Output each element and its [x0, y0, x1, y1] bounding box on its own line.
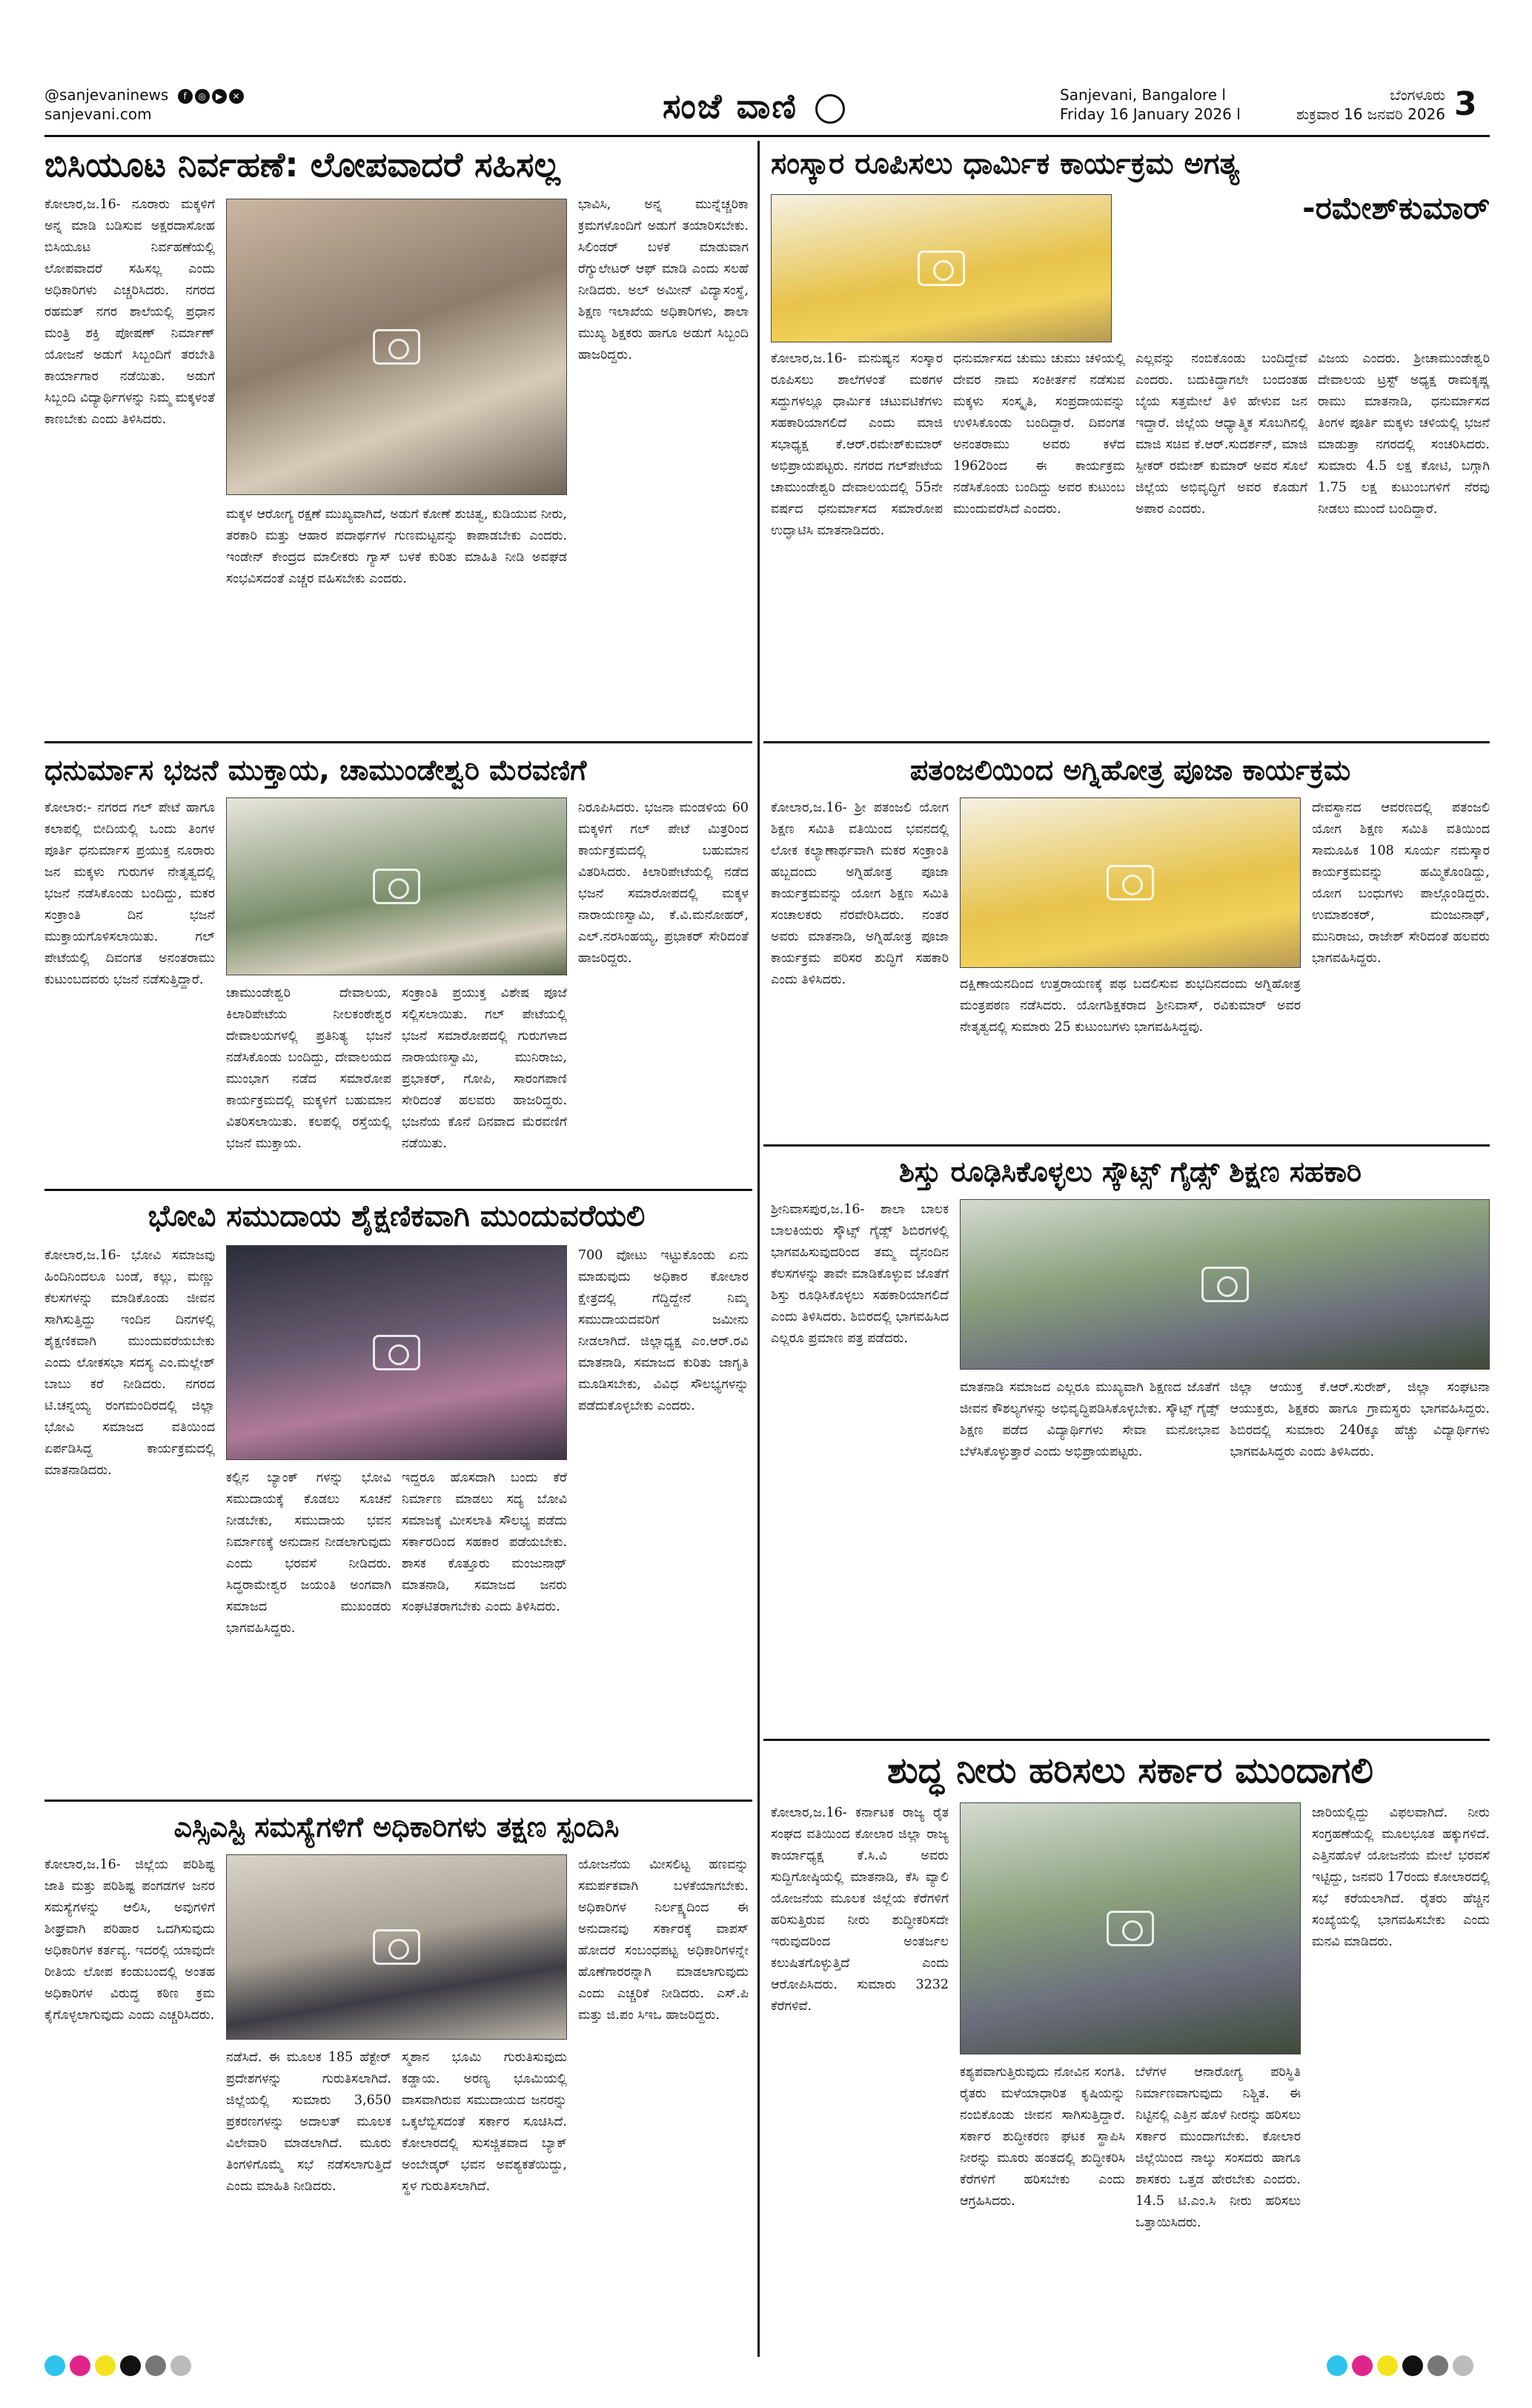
- color-registration-marks-right: [1327, 2355, 1473, 2378]
- article-column: ವಿಜಯ ಎಂದರು. ಶ್ರೀಚಾಮುಂಡೇಶ್ವರಿ ದೇವಾಲಯ ಟ್ರಸ್ಟ್ ಅಧ್ಯಕ್ಷ ರಾಮಕೃಷ್ಣ ರಾಮು ಮಾತನಾಡಿ, ಧನುರ್ಮಾಸದ ತಿಂಗಳ ಪೂರ್ತಿ ಮಕ್ಕಳು ಚಳಿಯಲ್ಲಿ ಭಜನೆ ಮಾಡುತ್ತಾ ನಗರದಲ್ಲಿ ಸಂಚರಿಸಿದರು. ಸುಮಾರು 4.5 ಲಕ್ಷ ಕೋಟಿ, ಬಗ್ಗಾಗಿ 1.75 ಲಕ್ಷ ಕುಟುಂಬಗಳಿಗೆ ನೆರವು ನೀಡಲು ಮುಂದೆ ಬಂದಿದ್ದಾರೆ.: [1318, 351, 1490, 517]
- article-column: ಕೋಲಾರ:- ನಗರದ ಗಲ್ ಪೇಟೆ ಹಾಗೂ ಕಲಾಪಲ್ಲಿ ಬೀದಿಯಲ್ಲಿ ಒಂದು ತಿಂಗಳ ಪೂರ್ತಿ ಧನುರ್ಮಾಸ ಪ್ರಯುಕ್ತ ನೂರಾರು ಜನ ಮಕ್ಕಳು ಗುರುಗಳ ನೇತೃತ್ವದಲ್ಲಿ ಭಜನೆ ನಡೆಸಿಕೊಂಡು ಬಂದಿದ್ದು, ಮಕರ ಸಂಕ್ರಾಂತಿ ದಿನ ಭಜನೆ ಮುಕ್ತಾಯಗೊಳಿಸಲಾಯಿತು. ಗಲ್ ಪೇಟೆಯಲ್ಲಿ ದಿವಂಗತ ಅನಂತರಾಮು ಕುಟುಂಬದವರು ಭಜನೆ ನಡೆಸುತ್ತಿದ್ದಾರೆ.: [44, 800, 215, 987]
- article-midday-meal-body-c: [578, 194, 749, 735]
- headline-sanskara-line1: ಸಂಸ್ಕಾರ ರೂಪಿಸಲು ಧಾರ್ಮಿಕ ಕಾರ್ಯಕ್ರಮ ಅಗತ್ಯ: [771, 147, 1240, 181]
- logo-emblem-icon: [815, 94, 845, 124]
- article-scouts-body-b: [960, 1377, 1490, 1733]
- article-column: ದೇವಸ್ಥಾನದ ಆವರಣದಲ್ಲಿ ಪತಂಜಲಿ ಯೋಗ ಶಿಕ್ಷಣ ಸಮಿತಿ ವತಿಯಿಂದ ಸಾಮೂಹಿಕ 108 ಸೂರ್ಯ ನಮಸ್ಕಾರ ಕಾರ್ಯಕ್ರಮವನ್ನು ಹಮ್ಮಿಕೊಂಡಿದ್ದು, ಯೋಗ ಬಂಧುಗಳು ಪಾಲ್ಗೊಂಡಿದ್ದರು. ಉಮಾಶಂಕರ್, ಮಂಜುನಾಥ್, ಮುನಿರಾಜು, ರಾಜೇಶ್ ಸೇರಿದಂತೆ ಹಲವರು ಭಾಗವಹಿಸಿದ್ದರು.: [1312, 800, 1490, 966]
- reg-lightgray-icon: [1453, 2355, 1473, 2376]
- reg-gray-icon: [145, 2355, 166, 2376]
- section-rule: [44, 1800, 752, 1802]
- article-column: ಮಾತನಾಡಿ ಸಮಾಜದ ಎಲ್ಲರೂ ಮುಖ್ಯವಾಗಿ ಶಿಕ್ಷಣದ ಜೊತೆಗೆ ಜೀವನ ಕೌಶಲ್ಯಗಳನ್ನು ಅಭಿವೃದ್ಧಿಪಡಿಸಿಕೊಳ್ಳಬೇಕು. ಸ್ಕೌಟ್ಸ್ ಗೈಡ್ಸ್ ಶಿಕ್ಷಣ ಪಡೆದ ವಿದ್ಯಾರ್ಥಿಗಳು ಸೇವಾ ಮನೋಭಾವ ಬೆಳೆಸಿಕೊಳ್ಳುತ್ತಾರೆ ಎಂದು ಅಭಿಪ್ರಾಯಪಟ್ಟರು.: [960, 1380, 1220, 1459]
- article-column: ಕೋಲಾರ,ಜ.16- ಜಿಲ್ಲೆಯ ಪರಿಶಿಷ್ಟ ಜಾತಿ ಮತ್ತು ಪರಿಶಿಷ್ಟ ಪಂಗಡಗಳ ಜನರ ಸಮಸ್ಯೆಗಳನ್ನು ಆಲಿಸಿ, ಅವುಗಳಿಗೆ ಶೀಘ್ರವಾಗಿ ಪರಿಹಾರ ಒದಗಿಸುವುದು ಅಧಿಕಾರಿಗಳ ಕರ್ತವ್ಯ. ಇದರಲ್ಲಿ ಯಾವುದೇ ರೀತಿಯ ಲೋಪ ಕಂಡುಬಂದಲ್ಲಿ ಅಂತಹ ಅಧಿಕಾರಿಗಳ ವಿರುದ್ಧ ಕಠಿಣ ಕ್ರಮ ಕೈಗೊಳ್ಳಲಾಗುವುದು ಎಂದು ಎಚ್ಚರಿಸಿದರು.: [44, 1857, 215, 2023]
- article-bhovi-body-b: [226, 1467, 567, 1794]
- social-icons: [178, 85, 246, 105]
- city-label: ಬೆಂಗಳೂರು: [1390, 86, 1445, 104]
- article-column: ಕೋಲಾರ,ಜ.16- ಶ್ರೀ ಪತಂಜಲಿ ಯೋಗ ಶಿಕ್ಷಣ ಸಮಿತಿ ವತಿಯಿಂದ ಭವನದಲ್ಲಿ ಲೋಕ ಕಲ್ಯಾಣಾರ್ಥವಾಗಿ ಮಕರ ಸಂಕ್ರಾಂತಿ ಹಬ್ಬದಂದು ಅಗ್ನಿಹೋತ್ರ ಪೂಜಾ ಕಾರ್ಯಕ್ರಮವನ್ನು ಯೋಗ ಶಿಕ್ಷಣ ಸಮಿತಿ ಸಂಚಾಲಕರು ನೆರವೇರಿಸಿದರು. ನಂತರ ಅವರು ಮಾತನಾಡಿ, ಅಗ್ನಿಹೋತ್ರ ಪೂಜಾ ಕಾರ್ಯಕ್ರಮ ಪರಿಸರ ಶುದ್ಧಿಗೆ ಸಹಕಾರಿ ಎಂದು ತಿಳಿಸಿದರು.: [771, 800, 949, 987]
- article-dhanurmasa-body-b: [226, 983, 567, 1183]
- camera-icon: [1107, 1911, 1154, 1946]
- article-column: ನಿರೂಪಿಸಿದರು. ಭಜನಾ ಮಂಡಳಿಯ 60 ಮಕ್ಕಳಿಗೆ ಗಲ್ ಪೇಟೆ ಮಿತ್ರರಿಂದ ಕಾರ್ಯಕ್ರಮದಲ್ಲಿ ಬಹುಮಾನ ವಿತರಿಸಿದರು. ಕಿಲಾರಿಪೇಟೆಯಲ್ಲಿ ನಡೆದ ಭಜನೆ ಸಮಾರೋಪದಲ್ಲಿ ಮಕ್ಕಳ ನಾರಾಯಣಸ್ವಾಮಿ, ಕೆ.ವಿ.ಮನೋಹರ್, ಎಲ್.ನರಸಿಂಹಯ್ಯ, ಪ್ರಭಾಕರ್ ಸೇರಿದಂತೆ ಹಾಜರಿದ್ದರು.: [578, 800, 749, 966]
- article-column: ಮಕ್ಕಳ ಆರೋಗ್ಯ ರಕ್ಷಣೆ ಮುಖ್ಯವಾಗಿದೆ, ಅಡುಗೆ ಕೋಣೆ ಶುಚಿತ್ವ, ಕುಡಿಯುವ ನೀರು, ತರಕಾರಿ ಮತ್ತು ಆಹಾರ ಪದಾರ್ಥಗಳ ಗುಣಮಟ್ಟವನ್ನು ಕಾಪಾಡಬೇಕು ಎಂದರು. ಇಂಡೇನ್ ಕೇಂದ್ರದ ಮಾಲೀಕರು ಗ್ಯಾಸ್ ಬಳಕೆ ಕುರಿತು ಮಾಹಿತಿ ನೀಡಿ ಅವಘಡ ಸಂಭವಿಸದಂತೆ ಎಚ್ಚರ ವಹಿಸಬೇಕು ಎಂದರು.: [226, 507, 567, 586]
- section-rule: [44, 1189, 752, 1191]
- headline-agnihotra: ಪತಂಜಲಿಯಿಂದ ಅಗ್ನಿಹೋತ್ರ ಪೂಜಾ ಕಾರ್ಯಕ್ರಮ: [909, 754, 1351, 786]
- reg-black-icon: [1402, 2355, 1423, 2376]
- camera-icon: [373, 869, 420, 904]
- article-column: ಕಲ್ಲಿನ ಬ್ಯಾಂಕ್ ಗಳನ್ನು ಭೋವಿ ಸಮುದಾಯಕ್ಕೆ ಕೊಡಲು ಸೂಚನೆ ನೀಡಬೇಕು, ಸಮುದಾಯ ಭವನ ನಿರ್ಮಾಣಕ್ಕೆ ಅನುದಾನ ನೀಡಲಾಗುವುದು ಎಂದು ಭರವಸೆ ನೀಡಿದರು. ಸಿದ್ಧರಾಮೇಶ್ವರ ಜಯಂತಿ ಅಂಗವಾಗಿ ಸಮಾಜದ ಮುಖಂಡರು ಭಾಗವಹಿಸಿದ್ದರು.: [226, 1470, 391, 1636]
- article-water-body-a: [771, 1802, 949, 2344]
- article-column: ನಡೆಸಿದೆ. ಈ ಮೂಲಕ 185 ಹೆಕ್ಟೇರ್ ಪ್ರದೇಶಗಳನ್ನು ಗುರುತಿಸಲಾಗಿದೆ. ಜಿಲ್ಲೆಯಲ್ಲಿ ಸುಮಾರು 3,650 ಪ್ರಕರಣಗಳನ್ನು ಅದಾಲತ್ ಮೂಲಕ ವಿಲೇವಾರಿ ಮಾಡಲಾಗಿದೆ. ಮೂರು ತಿಂಗಳಿಗೊಮ್ಮೆ ಸಭೆ ನಡೆಸಲಾಗುತ್ತಿದೆ ಎಂದು ಮಾಹಿತಿ ನೀಡಿದರು.: [226, 2050, 391, 2194]
- page-number: 3: [1454, 85, 1477, 123]
- logo-text: ಸಂಜೆ ವಾಣಿ: [663, 86, 797, 126]
- reg-cyan-icon: [1327, 2355, 1347, 2376]
- article-bhovi-body-c: [578, 1245, 749, 1794]
- article-dhanurmasa-body-a: [44, 797, 215, 1183]
- masthead-rule: [44, 135, 1490, 137]
- masthead-right: [1060, 85, 1445, 124]
- twitter-icon: ✕: [229, 89, 244, 104]
- reg-yellow-icon: [1377, 2355, 1398, 2376]
- column-divider: [757, 141, 760, 2357]
- article-scouts-body-a: [771, 1199, 949, 1733]
- headline-scouts: ಶಿಸ್ತು ರೂಢಿಸಿಕೊಳ್ಳಲು ಸ್ಕೌಟ್ಸ್ ಗೈಡ್ಸ್ ಶಿಕ್ಷಣ ಸಹಕಾರಿ: [899, 1155, 1362, 1188]
- article-column: ಕೋಲಾರ,ಜ.16- ಮನುಷ್ಯನ ಸಂಸ್ಕಾರ ರೂಪಿಸಲು ಶಾಲೆಗಳಂತೆ ಮಠಗಳ ಸದ್ದುಗಳಲ್ಲೂ ಧಾರ್ಮಿಕ ಚಟುವಟಿಕೆಗಳು ಸಹಕಾರಿಯಾಗಲಿದೆ ಎಂದು ಮಾಜಿ ಸಭಾಧ್ಯಕ್ಷ ಕೆ.ಆರ್.ರಮೇಶ್‌ಕುಮಾರ್ ಅಭಿಪ್ರಾಯಪಟ್ಟರು. ನಗರದ ಗಲ್‌ಪೇಟೆಯ ಚಾಮುಂಡೇಶ್ವರಿ ದೇವಾಲಯದಲ್ಲಿ 55ನೇ ವರ್ಷದ ಧನುರ್ಮಾಸದ ಸಮಾರೋಪ ಉದ್ಘಾಟಿಸಿ ಮಾತನಾಡಿದರು.: [771, 351, 943, 538]
- headline-dhanurmasa: ಧನುರ್ಮಾಸ ಭಜನೆ ಮುಕ್ತಾಯ, ಚಾಮುಂಡೇಶ್ವರಿ ಮೆರವಣಿಗೆ: [44, 754, 587, 786]
- article-sc-st-body-c: [578, 1854, 749, 2344]
- article-dhanurmasa-body-c: [578, 797, 749, 1183]
- camera-icon: [373, 329, 420, 365]
- article-column: ಯೋಜನೆಯ ಮೀಸಲಿಟ್ಟ ಹಣವನ್ನು ಸಮರ್ಪಕವಾಗಿ ಬಳಕೆಯಾಗಬೇಕು. ಅಧಿಕಾರಿಗಳ ನಿರ್ಲಕ್ಷ್ಯದಿಂದ ಈ ಅನುದಾನವು ಸರ್ಕಾರಕ್ಕೆ ವಾಪಸ್ ಹೋದರೆ ಸಂಬಂಧಪಟ್ಟ ಅಧಿಕಾರಿಗಳನ್ನೇ ಹೊಣೆಗಾರರನ್ನಾಗಿ ಮಾಡಲಾಗುವುದು ಎಂದು ಎಚ್ಚರಿಕೆ ನೀಡಿದರು. ಎಸ್.ಪಿ ಮತ್ತು ಜಿ.ಪಂ ಸಿಇಒ ಹಾಜರಿದ್ದರು.: [578, 1857, 749, 2023]
- section-rule: [763, 1144, 1490, 1147]
- date-kannada: ಶುಕ್ರವಾರ 16 ಜನವರಿ 2026: [1296, 105, 1445, 123]
- article-column: ದಕ್ಷಿಣಾಯನದಿಂದ ಉತ್ತರಾಯಣಕ್ಕೆ ಪಥ ಬದಲಿಸುವ ಶುಭದಿನದಂದು ಅಗ್ನಿಹೋತ್ರ ಮಂತ್ರಪಠಣ ನಡೆಸಿದರು. ಯೋಗಶಿಕ್ಷಕರಾದ ಶ್ರೀನಿವಾಸ್, ರವಿಕುಮಾರ್ ಅವರ ನೇತೃತ್ವದಲ್ಲಿ ಸುಮಾರು 25 ಕುಟುಂಬಗಳು ಭಾಗವಹಿಸಿದ್ದವು.: [960, 977, 1301, 1035]
- photo-agnihotra: [960, 797, 1301, 968]
- newspaper-logo: [563, 83, 949, 129]
- article-water-body-b: [960, 2062, 1301, 2344]
- headline-sc-st: ಎಸ್ಸಿಎಸ್ಟಿ ಸಮಸ್ಯೆಗಳಿಗೆ ಅಧಿಕಾರಿಗಳು ತಕ್ಷಣ ಸ್ಪಂದಿಸಿ: [173, 1811, 620, 1843]
- photo-sanskara: [771, 194, 1112, 342]
- headline-sanskara-line2: -ರಮೇಶ್‌ಕುಮಾರ್: [1302, 190, 1490, 226]
- reg-magenta-icon: [1352, 2355, 1373, 2376]
- article-agnihotra-body-c: [1312, 797, 1490, 1138]
- headline-water: ಶುದ್ಧ ನೀರು ಹರಿಸಲು ಸರ್ಕಾರ ಮುಂದಾಗಲಿ: [887, 1750, 1373, 1791]
- article-column: 700 ವೋಟು ಇಟ್ಟುಕೊಂಡು ಏನು ಮಾಡುವುದು ಅಧಿಕಾರ ಕೋಲಾರ ಕ್ಷೇತ್ರದಲ್ಲಿ ಗೆದ್ದಿದ್ದೇನೆ ನಿಮ್ಮ ಸಮುದಾಯದವರಿಗೆ ಜಮೀನು ನೀಡಲಾಗಿದೆ. ಜಿಲ್ಲಾಧ್ಯಕ್ಷ ಎಂ.ಆರ್.ರವಿ ಮಾತನಾಡಿ, ಸಮಾಜದ ಕುರಿತು ಜಾಗೃತಿ ಮೂಡಿಸಬೇಕು, ವಿವಿಧ ಸೌಲಭ್ಯಗಳನ್ನು ಪಡೆದುಕೊಳ್ಳಬೇಕು ಎಂದರು.: [578, 1248, 749, 1413]
- article-column: ಕೋಲಾರ,ಜ.16- ಭೋವಿ ಸಮಾಜವು ಹಿಂದಿನಿಂದಲೂ ಬಂಡೆ, ಕಲ್ಲು, ಮಣ್ಣು ಕೆಲಸಗಳನ್ನು ಮಾಡಿಕೊಂಡು ಜೀವನ ಸಾಗಿಸುತ್ತಿದ್ದು ಇಂದಿನ ದಿನಗಳಲ್ಲಿ ಶೈಕ್ಷಣಿಕವಾಗಿ ಮುಂದುವರೆಯಬೇಕು ಎಂದು ಲೋಕಸಭಾ ಸದಸ್ಯ ಎಂ.ಮಲ್ಲೇಶ್ ಬಾಬು ಕರೆ ನೀಡಿದರು. ನಗರದ ಟಿ.ಚನ್ನಯ್ಯ ರಂಗಮಂದಿರದಲ್ಲಿ ಜಿಲ್ಲಾ ಭೋವಿ ಸಮಾಜದ ವತಿಯಿಂದ ಏರ್ಪಡಿಸಿದ್ದ ಕಾರ್ಯಕ್ರಮದಲ್ಲಿ ಮಾತನಾಡಿದರು.: [44, 1248, 215, 1478]
- masthead-left: [44, 85, 246, 124]
- article-column: ಕೋಲಾರ,ಜ.16- ಕರ್ನಾಟಕ ರಾಜ್ಯ ರೈತ ಸಂಘದ ವತಿಯಿಂದ ಕೋಲಾರ ಜಿಲ್ಲಾ ರಾಜ್ಯ ಕಾರ್ಯಾಧ್ಯಕ್ಷ ಕೆ.ಸಿ.ವಿ ಅವರು ಸುದ್ದಿಗೋಷ್ಠಿಯಲ್ಲಿ ಮಾತನಾಡಿ, ಕೆಸಿ ವ್ಯಾಲಿ ಯೋಜನೆಯ ಮೂಲಕ ಜಿಲ್ಲೆಯ ಕೆರೆಗಳಿಗೆ ಹರಿಸುತ್ತಿರುವ ನೀರು ಶುದ್ಧೀಕರಿಸದೇ ಇರುವುದರಿಂದ ಅಂತರ್ಜಲ ಕಲುಷಿತಗೊಳ್ಳುತ್ತಿದೆ ಎಂದು ಆರೋಪಿಸಿದರು. ಸುಮಾರು 3232 ಕೆರೆಗಳಿವೆ.: [771, 1805, 949, 2014]
- article-midday-meal-body-b: [226, 504, 567, 735]
- article-sc-st-body-a: [44, 1854, 215, 2344]
- edition-label: Sanjevani, Bangalore l: [1060, 86, 1226, 104]
- article-column: ಸ್ಮಶಾನ ಭೂಮಿ ಗುರುತಿಸುವುದು ಕಡ್ಡಾಯ. ಅರಣ್ಯ ಭೂಮಿಯಲ್ಲಿ ವಾಸವಾಗಿರುವ ಸಮುದಾಯದ ಜನರನ್ನು ಒಕ್ಕಲೆಬ್ಬಿಸದಂತೆ ಸರ್ಕಾರ ಸೂಚಿಸಿದೆ. ಕೋಲಾರದಲ್ಲಿ ಸುಸಜ್ಜಿತವಾದ ಬ್ಯಾಕ್ ಅಂಬೇಡ್ಕರ್ ಭವನ ಅವಶ್ಯಕತೆಯಿದ್ದು, ಸ್ಥಳ ಗುರುತಿಸಲಾಗಿದೆ.: [402, 2050, 567, 2194]
- website-link[interactable]: sanjevani.com: [44, 105, 152, 123]
- article-column: ಸಂಕ್ರಾಂತಿ ಪ್ರಯುಕ್ತ ವಿಶೇಷ ಪೂಜೆ ಸಲ್ಲಿಸಲಾಯಿತು. ಗಲ್ ಪೇಟೆಯಲ್ಲಿ ಭಜನೆ ಸಮಾರೋಪದಲ್ಲಿ ಗುರುಗಳಾದ ನಾರಾಯಣಸ್ವಾಮಿ, ಮುನಿರಾಜು, ಪ್ರಭಾಕರ್, ಗೋಪಿ, ಸಾರಂಗಪಾಣಿ ಸೇರಿದಂತೆ ಹಲವರು ಹಾಜರಿದ್ದರು. ಭಜನೆಯ ಕೊನೆ ದಿನವಾದ ಮೆರವಣಿಗೆ ನಡೆಯಿತು.: [402, 986, 567, 1151]
- article-column: ಎಲ್ಲವನ್ನು ನಂಬಿಕೊಂಡು ಬಂದಿದ್ದೇವೆ ಎಂದರು. ಬದುಕಿದ್ದಾಗಲೇ ಬಂದಂತಹ ಬೈಯ ಸತ್ತಮೇಲೆ ತಿಳಿ ಹೇಳುವ ಜನ ಇದ್ದಾರೆ. ಜಿಲ್ಲೆಯ ಆಧ್ಯಾತ್ಮಿಕ ಸೊಬಗಿನಲ್ಲಿ ಮಾಜಿ ಸಚಿವ ಕೆ.ಆರ್.ಸುದರ್ಶನ್, ಮಾಜಿ ಸ್ಪೀಕರ್ ರಮೇಶ್ ಕುಮಾರ್ ಅವರ ಸೊಲೆ ಜಿಲ್ಲೆಯ ಅಭಿವೃದ್ಧಿಗೆ ಅವರ ಕೊಡುಗೆ ಅಪಾರ ಎಂದರು.: [1135, 351, 1307, 517]
- article-column: ಚಾಮುಂಡೇಶ್ವರಿ ದೇವಾಲಯ, ಕಿಲಾರಿಪೇಟೆಯ ನೀಲಕಂಠೇಶ್ವರ ದೇವಾಲಯಗಳಲ್ಲಿ ಪ್ರತಿನಿತ್ಯ ಭಜನೆ ನಡೆಸಿಕೊಂಡು ಬಂದಿದ್ದು, ದೇವಾಲಯದ ಮುಂಭಾಗ ನಡೆದ ಸಮಾರೋಪ ಕಾರ್ಯಕ್ರಮದಲ್ಲಿ ಮಕ್ಕಳಿಗೆ ಬಹುಮಾನ ವಿತರಿಸಲಾಯಿತು. ಕಲಪಲ್ಲಿ ರಸ್ತೆಯಲ್ಲಿ ಭಜನೆ ಮುಕ್ತಾಯ.: [226, 986, 391, 1151]
- headline-bhovi: ಭೋವಿ ಸಮುದಾಯ ಶೈಕ್ಷಣಿಕವಾಗಿ ಮುಂದುವರೆಯಲಿ: [147, 1199, 646, 1233]
- article-column: ಬೆಳೆಗಳ ಆನಾರೋಗ್ಯ ಪರಿಸ್ಥಿತಿ ನಿರ್ಮಾಣವಾಗುವುದು ನಿಶ್ಚಿತ. ಈ ನಿಟ್ಟಿನಲ್ಲಿ ಎತ್ತಿನ ಹೊಳೆ ನೀರನ್ನು ಹರಿಸಲು ಸರ್ಕಾರ ಮುಂದಾಗಬೇಕು. ಕೋಲಾರ ಜಿಲ್ಲೆಯಿಂದ ನಾಲ್ಕು ಸಂಸದರು ಹಾಗೂ ಶಾಸಕರು ಒತ್ತಡ ಹೇರಬೇಕು ಎಂದರು. 14.5 ಟಿ.ಎಂ.ಸಿ ನೀರು ಹರಿಸಲು ಒತ್ತಾಯಿಸಿದರು.: [1135, 2065, 1301, 2230]
- camera-icon: [373, 1929, 420, 1965]
- article-midday-meal-body-a: [44, 194, 215, 735]
- article-column: ಕೋಲಾರ,ಜ.16- ನೂರಾರು ಮಕ್ಕಳಿಗೆ ಅನ್ನ ಮಾಡಿ ಬಡಿಸುವ ಅಕ್ಷರದಾಸೋಹ ಬಿಸಿಯೂಟ ನಿರ್ವಹಣೆಯಲ್ಲಿ ಲೋಪವಾದರೆ ಸಹಿಸಲ್ಲ ಎಂದು ಅಧಿಕಾರಿಗಳು ಎಚ್ಚರಿಸಿದರು. ನಗರದ ರಹಮತ್ ನಗರ ಶಾಲೆಯಲ್ಲಿ ಪ್ರಧಾನ ಮಂತ್ರಿ ಶಕ್ತಿ ಪೋಷಣ್ ನಿರ್ಮಾಣ್ ಯೋಜನೆ ಅಡುಗೆ ಸಿಬ್ಬಂದಿಗೆ ತರಬೇತಿ ಕಾರ್ಯಾಗಾರ ನಡೆಯಿತು. ಅಡುಗೆ ಸಿಬ್ಬಂದಿ ವಿದ್ಯಾರ್ಥಿಗಳನ್ನು ನಿಮ್ಮ ಮಕ್ಕಳಂತೆ ಕಾಣಬೇಕು ಎಂದು ತಿಳಿಸಿದರು.: [44, 197, 215, 427]
- photo-water: [960, 1802, 1301, 2054]
- date-english: Friday 16 January 2026 l: [1060, 105, 1241, 123]
- camera-icon: [918, 251, 965, 286]
- article-column: ಜಿಲ್ಲಾ ಆಯುಕ್ತ ಕೆ.ಆರ್.ಸುರೇಶ್, ಜಿಲ್ಲಾ ಸಂಘಟನಾ ಆಯುಕ್ತರು, ಶಿಕ್ಷಕರು ಹಾಗೂ ಗ್ರಾಮಸ್ಥರು ಭಾಗವಹಿಸಿದ್ದರು. ಶಿಬಿರದಲ್ಲಿ ಸುಮಾರು 240ಕ್ಕೂ ಹೆಚ್ಚು ವಿದ್ಯಾರ್ಥಿಗಳು ಭಾಗವಹಿಸಿದ್ದರು ಎಂದು ತಿಳಿಸಿದರು.: [1230, 1380, 1490, 1459]
- camera-icon: [1107, 865, 1154, 900]
- section-rule: [763, 741, 1490, 743]
- headline-midday-meal: ಬಿಸಿಯೂಟ ನಿರ್ವಹಣೆ: ಲೋಪವಾದರೆ ಸಹಿಸಲ್ಲ: [44, 145, 560, 185]
- article-agnihotra-body-a: [771, 797, 949, 1138]
- photo-dhanurmasa: [226, 797, 567, 975]
- camera-icon: [373, 1335, 420, 1370]
- reg-gray-icon: [1427, 2355, 1448, 2376]
- instagram-icon: ◎: [195, 89, 210, 104]
- reg-lightgray-icon: [170, 2355, 191, 2376]
- section-rule: [763, 1739, 1490, 1741]
- article-bhovi-body-a: [44, 1245, 215, 1794]
- article-column: ಶ್ರೀನಿವಾಸಪುರ,ಜ.16- ಶಾಲಾ ಬಾಲಕ ಬಾಲಕಿಯರು ಸ್ಕೌಟ್ಸ್ ಗೈಡ್ಸ್ ಶಿಬಿರಗಳಲ್ಲಿ ಭಾಗವಹಿಸುವುದರಿಂದ ತಮ್ಮ ದೈನಂದಿನ ಕೆಲಸಗಳನ್ನು ತಾವೇ ಮಾಡಿಕೊಳ್ಳುವ ಜೊತೆಗೆ ಶಿಸ್ತು ರೂಢಿಸಿಕೊಳ್ಳಲು ಸಹಕಾರಿಯಾಗಲಿದೆ ಎಂದು ತಿಳಿಸಿದರು. ಶಿಬಿರದಲ್ಲಿ ಭಾಗವಹಿಸಿದ ಎಲ್ಲರೂ ಪ್ರಮಾಣ ಪತ್ರ ಪಡೆದರು.: [771, 1202, 949, 1346]
- article-sanskara-body: [771, 348, 1490, 734]
- reg-cyan-icon: [44, 2355, 65, 2376]
- article-column: ಭಾವಿಸಿ, ಅನ್ನ ಮುನ್ನೆಚ್ಚರಿಕಾ ಕ್ರಮಗಳೊಂದಿಗೆ ಅಡುಗೆ ತಯಾರಿಸಬೇಕು. ಸಿಲಿಂಡರ್ ಬಳಕೆ ಮಾಡುವಾಗ ರೆಗ್ಯುಲೇಟರ್ ಆಫ್ ಮಾಡಿ ಎಂದು ಸಲಹೆ ನೀಡಿದರು. ಅಲ್ ಅಮೀನ್ ವಿದ್ಯಾಸಂಸ್ಥೆ, ಶಿಕ್ಷಣ ಇಲಾಖೆಯ ಅಧಿಕಾರಿಗಳು, ಶಾಲಾ ಮುಖ್ಯ ಶಿಕ್ಷಕರು ಹಾಗೂ ಅಡುಗೆ ಸಿಬ್ಬಂದಿ ಹಾಜರಿದ್ದರು.: [578, 197, 749, 362]
- color-registration-marks-left: [44, 2355, 191, 2378]
- article-sc-st-body-b: [226, 2047, 567, 2344]
- article-column: ಕಶ್ಯಪವಾಗುತ್ತಿರುವುದು ನೋವಿನ ಸಂಗತಿ. ರೈತರು ಮಳೆಯಾಧಾರಿತ ಕೃಷಿಯನ್ನು ನಂಬಿಕೊಂಡು ಜೀವನ ಸಾಗಿಸುತ್ತಿದ್ದಾರೆ. ಸರ್ಕಾರ ಶುದ್ಧೀಕರಣ ಘಟಕ ಸ್ಥಾಪಿಸಿ ನೀರನ್ನು ಮೂರು ಹಂತದಲ್ಲಿ ಶುದ್ಧೀಕರಿಸಿ ಕೆರೆಗಳಿಗೆ ಹರಿಸಬೇಕು ಎಂದು ಆಗ್ರಹಿಸಿದರು.: [960, 2065, 1125, 2209]
- article-agnihotra-body-b: [960, 974, 1301, 1138]
- reg-black-icon: [120, 2355, 141, 2376]
- photo-bhovi: [226, 1245, 567, 1460]
- article-column: ಜಾರಿಯಲ್ಲಿದ್ದು ವಿಫಲವಾಗಿದೆ. ನೀರು ಸಂಗ್ರಹಣೆಯಲ್ಲಿ ಮೂಲಭೂತ ಹಕ್ಕುಗಳಿದೆ. ಎತ್ತಿನಹೊಳೆ ಯೋಜನೆಯ ಮೇಲೆ ಭರವಸೆ ಇಟ್ಟಿದ್ದು, ಜನವರಿ 17ರಂದು ಕೋಲಾರದಲ್ಲಿ ಸಭೆ ಕರೆಯಲಾಗಿದೆ. ರೈತರು ಹೆಚ್ಚಿನ ಸಂಖ್ಯೆಯಲ್ಲಿ ಭಾಗವಹಿಸಬೇಕು ಎಂದು ಮನವಿ ಮಾಡಿದರು.: [1312, 1805, 1490, 1949]
- reg-yellow-icon: [95, 2355, 116, 2376]
- article-column: ಧನುರ್ಮಾಸದ ಚುಮು ಚುಮು ಚಳಿಯಲ್ಲಿ ದೇವರ ನಾಮ ಸಂಕೀರ್ತನೆ ನಡೆಸುವ ಮಕ್ಕಳು ಸಂಸ್ಕೃತಿ, ಸಂಪ್ರದಾಯವನ್ನು ಉಳಿಸಿಕೊಂಡು ಬಂದಿದ್ದಾರೆ. ದಿವಂಗತ ಅನಂತರಾಮು ಅವರು ಕಳೆದ 1962ರಿಂದ ಈ ಕಾರ್ಯಕ್ರಮ ನಡೆಸಿಕೊಂಡು ಬಂದಿದ್ದು ಅವರ ಕುಟುಂಬ ಮುಂದುವರೆಸಿದೆ ಎಂದರು.: [953, 351, 1125, 517]
- article-column: ಇದ್ದರೂ ಹೊಸದಾಗಿ ಬಂದು ಕೆರೆ ನಿರ್ಮಾಣ ಮಾಡಲು ಸದ್ಯ ಬೋವಿ ಸಮಾಜಕ್ಕೆ ಮೀಸಲಾತಿ ಸೌಲಭ್ಯ ಪಡೆದು ಸರ್ಕಾರದಿಂದ ಸಹಕಾರ ಪಡೆಯಬೇಕು. ಶಾಸಕ ಕೊತ್ತೂರು ಮಂಜುನಾಥ್ ಮಾತನಾಡಿ, ಸಮಾಜದ ಜನರು ಸಂಘಟಿತರಾಗಬೇಕು ಎಂದು ತಿಳಿಸಿದರು.: [402, 1470, 567, 1614]
- photo-midday-meal: [226, 199, 567, 495]
- article-water-body-c: [1312, 1802, 1490, 2344]
- section-rule: [44, 741, 752, 743]
- youtube-icon: ▶: [212, 89, 227, 104]
- photo-scouts: [960, 1199, 1490, 1370]
- masthead: [0, 0, 1532, 137]
- facebook-icon: f: [178, 89, 193, 104]
- social-handle: @sanjevaninews: [44, 86, 169, 104]
- reg-magenta-icon: [70, 2355, 90, 2376]
- photo-sc-st: [226, 1854, 567, 2040]
- camera-icon: [1201, 1267, 1249, 1302]
